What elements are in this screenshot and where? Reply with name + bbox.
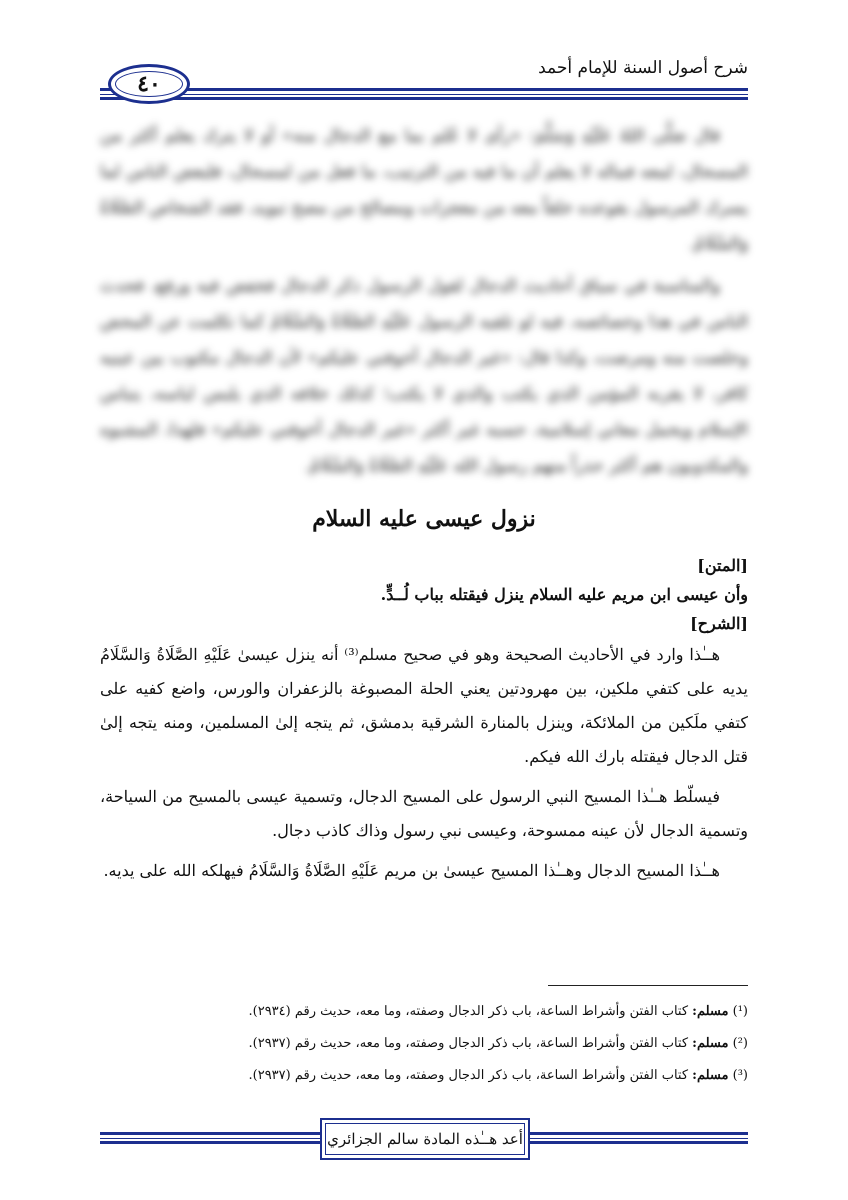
matn-text: وأن عيسى ابن مريم عليه السلام ينزل فيقتله بباب لُــدٍّ.: [380, 585, 748, 604]
header-rule: [100, 97, 748, 100]
header-rule: [100, 88, 748, 91]
sharh-paragraph: هــٰذا وارد في الأحاديث الصحيحة وهو في صحيح مسلم⁽³⁾ أنه ينزل عيسىٰ عَلَيْهِ الصَّلَاةُ وَالسَّلَامُ يديه على كتفي ملكين، بين مهرودتين يعني الحلة المصبوغة بالزعفران والورس، واضع كفيه على كتفي ملَكين من الملائكة، وينزل بالمنارة الشرقية بدمشق، ثم يتجه إلىٰ المسلمين، ومنه يتجه إلىٰ قتل الدجال فيقتله بارك الله فيكم.: [100, 645, 748, 766]
sharh-paragraph: فيسلّط هــٰذا المسيح النبي الرسول على المسيح الدجال، وتسمية عيسى بالمسيح من السياحة، وتسمية الدجال لأن عينه ممسوحة، وعيسى نبي رسول وذاك كاذب دجال.: [100, 787, 748, 840]
section-heading: نزول عيسى عليه السلام: [312, 506, 536, 532]
blurred-paragraph: قال صَلَّى اللهُ عَلَيْهِ وَسَلَّمَ: «رأى لا عُلم بما مع الدجال منه» أو لا يترك يعلم أكثر من المسحال، لمعه فماله لا يعلم أن ما فيه من الترتيب، ما فعل من لمسحال، فلبعض الناس لما يسرك المرسول بقوعده خلقاً معه من معجزات ومصالح من مصح تبويد، فقد الشخاص الصَّلَاةُ وَالسَّلَامُ.: [100, 126, 748, 254]
matn-label: [المتن]: [697, 556, 748, 575]
footnote-marker: (¹): [732, 1004, 748, 1019]
footnote-text: كتاب الفتن وأشراط الساعة، باب ذكر الدجال وصفته، وما معه، حديث رقم (٢٩٣٧).: [248, 1068, 689, 1083]
page-number-text: ٤٠: [137, 71, 161, 97]
sharh-label: [الشرح]: [690, 614, 748, 633]
footnote-source: مسلم:: [692, 1068, 729, 1083]
book-title: شرح أصول السنة للإمام أحمد: [538, 58, 748, 78]
footnote-text: كتاب الفتن وأشراط الساعة، باب ذكر الدجال وصفته، وما معه، حديث رقم (٢٩٣٤).: [248, 1004, 689, 1019]
footnote: [100, 1060, 748, 1092]
page-number: [108, 64, 190, 104]
footnote-text: كتاب الفتن وأشراط الساعة، باب ذكر الدجال وصفته، وما معه، حديث رقم (٢٩٣٧).: [248, 1036, 689, 1051]
footer-credit: أعد هــٰذه المادة سالم الجزائري: [327, 1130, 523, 1148]
footer-credit-box: [320, 1118, 530, 1160]
footnotes: [100, 996, 748, 1092]
footnote: [100, 1028, 748, 1060]
footnote: [100, 996, 748, 1028]
footnote-source: مسلم:: [692, 1004, 729, 1019]
blurred-previous-content: [100, 118, 748, 498]
header-rule: [100, 94, 748, 95]
blurred-paragraph: والمناسبة في سياق أحاديث الدجال لقول الرسول ذكر الدجال فخفض فيه ورفع، فحدث الناس في هذا وخصائصه، فيه لو تلقيه الرسول عَلَيْهِ الصَّلَاةُ وَالسَّلَامُ كما تكلمت عن المحض وخلصت منه ومرضت، وكذا قال: «غير الدجال أخوفني عليكم» لأن الدجال مكتوب بين عينيه كافر، لا يقربه المؤمن الذي يكتب والذي لا يكتب؛ كذلك خلافه الذي يلبس لباسه، يتباس الإسلام ويحمل معاني إسلامية، حسبه غير أكثر «غير الدجال أخوفني عليكم» فلهذا، المشبوه والمكذوبون هم أكثر حذراً منهم رسول الله عَلَيْهِ الصَّلَاةُ وَالسَّلَامُ.: [100, 276, 748, 476]
footnote-separator: [548, 985, 748, 986]
sharh-paragraph: هــٰذا المسيح الدجال وهــٰذا المسيح عيسىٰ بن مريم عَلَيْهِ الصَّلَاةُ وَالسَّلَامُ فيهلكه الله على يديه.: [103, 861, 720, 880]
section-content: [100, 552, 748, 888]
footnote-source: مسلم:: [692, 1036, 729, 1051]
footnote-marker: (²): [732, 1036, 748, 1051]
footnote-marker: (³): [732, 1068, 748, 1083]
